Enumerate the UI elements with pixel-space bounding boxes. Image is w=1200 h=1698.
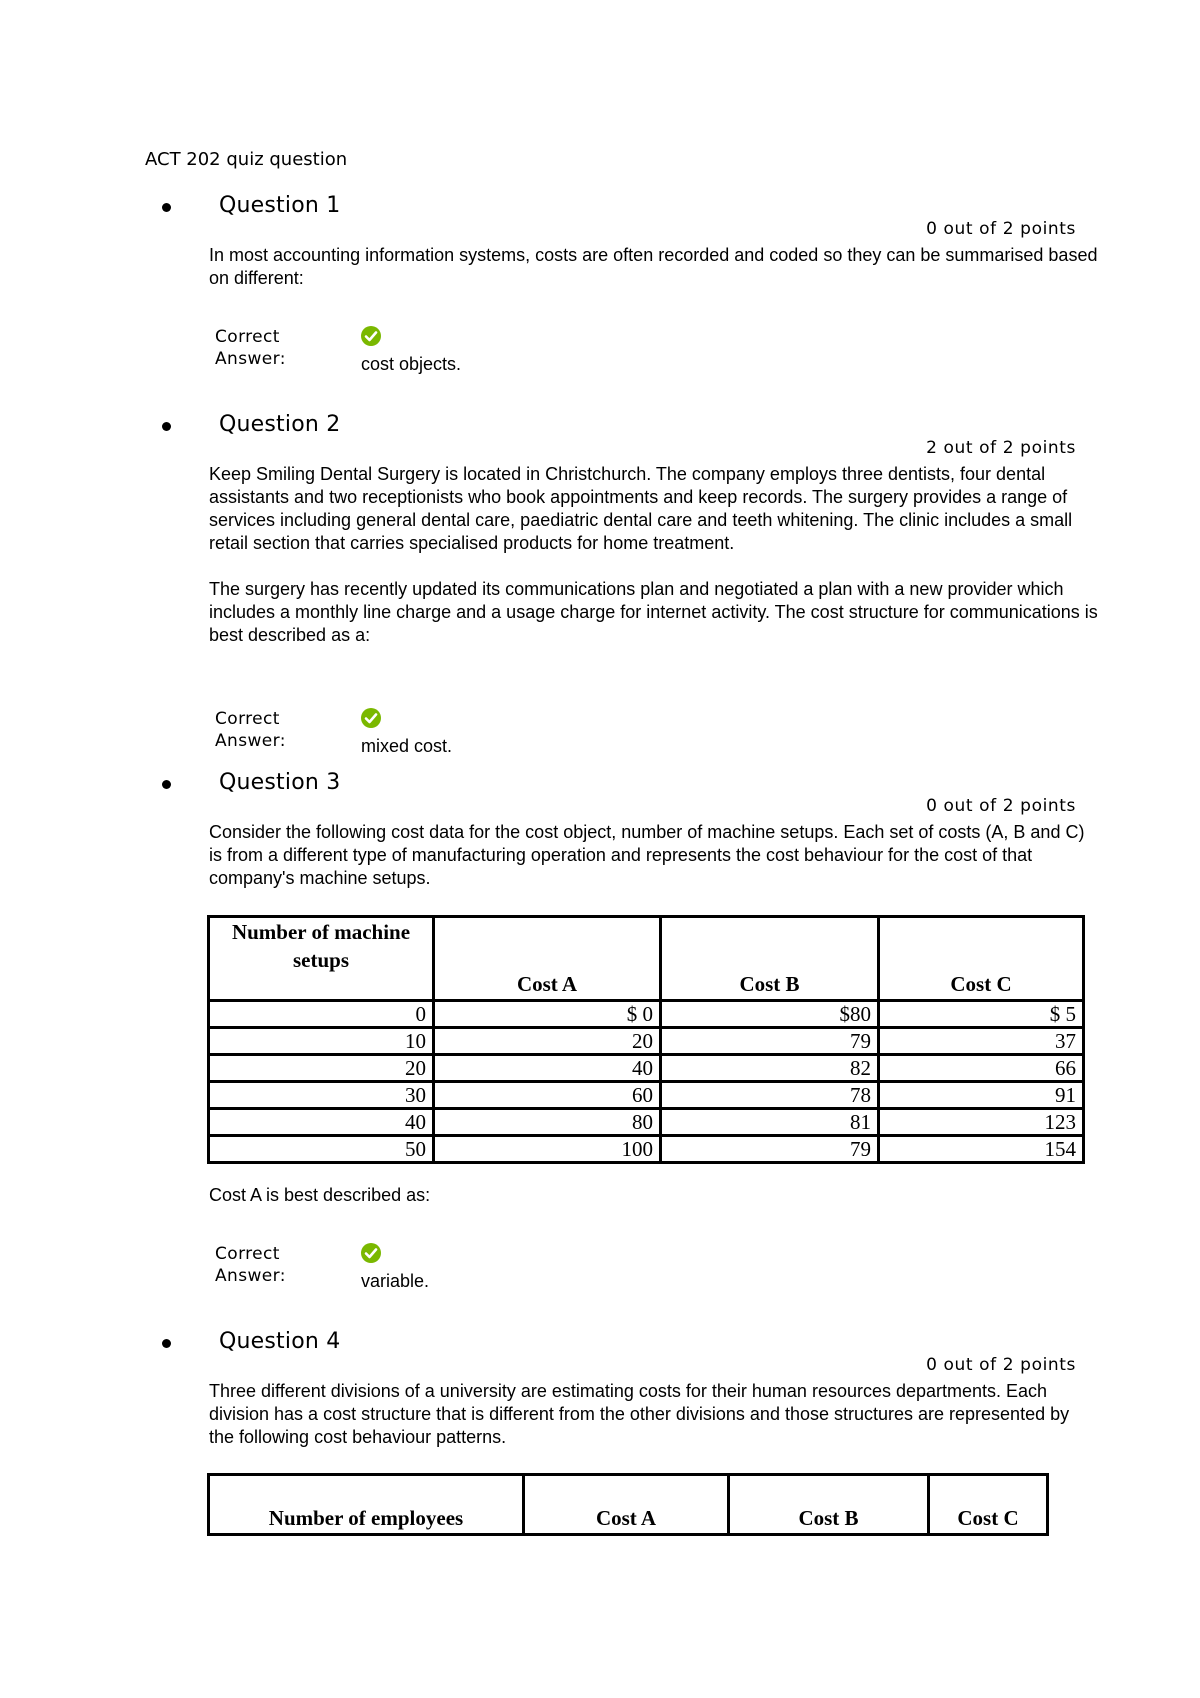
correct-answer-value: mixed cost. xyxy=(361,736,453,756)
table-row xyxy=(209,1109,1084,1136)
table-cell: 80 xyxy=(434,1109,661,1136)
table-cell: 37 xyxy=(879,1028,1084,1055)
table-cell: 30 xyxy=(209,1082,434,1109)
correct-answer-label: Correct Answer: xyxy=(215,327,286,369)
table-cell: 82 xyxy=(661,1055,879,1082)
question-text: In most accounting information systems, costs are often recorded and coded so they can be summarised based on different: xyxy=(209,245,1098,288)
column-header: Cost A xyxy=(434,917,661,1001)
table-cell: 50 xyxy=(209,1136,434,1163)
table-cell: 66 xyxy=(879,1055,1084,1082)
table-row xyxy=(209,1082,1084,1109)
bullet-icon xyxy=(162,1339,171,1348)
column-header: Cost C xyxy=(879,917,1084,1001)
table-cell: 123 xyxy=(879,1109,1084,1136)
table-cell: $ 0 xyxy=(434,1001,661,1028)
correct-answer xyxy=(215,1243,615,1293)
correct-answer-label: Correct Answer: xyxy=(215,1244,286,1286)
table-cell: 0 xyxy=(209,1001,434,1028)
bullet-icon xyxy=(162,780,171,789)
question-text: Keep Smiling Dental Surgery is located in Christchurch. The company employs three dentists, four dental assistants and two receptionists who book appointments and keep records. The surgery provides a range of services including general dental care, paediatric dental care and teeth whitening. The clinic includes a small retail section that carries specialised products for home treatment. The surgery has recently updated its communications plan and negotiated a plan with a new provider which includes a monthly line charge and a usage charge for internet activity. The cost structure for communications is best described as a: xyxy=(209,464,1098,645)
question-prompt: Cost A is best described as: xyxy=(209,1185,431,1205)
table-cell: 78 xyxy=(661,1082,879,1109)
table-cell: 20 xyxy=(434,1028,661,1055)
table-cell: 40 xyxy=(209,1109,434,1136)
document-title: ACT 202 quiz question xyxy=(145,149,348,170)
correct-answer xyxy=(215,326,615,376)
table-row xyxy=(209,1136,1084,1163)
table-cell: 100 xyxy=(434,1136,661,1163)
column-header: Number of employees xyxy=(209,1475,524,1535)
table-header-row xyxy=(209,917,1084,1001)
bullet-icon xyxy=(162,203,171,212)
table-cell: 60 xyxy=(434,1082,661,1109)
table-cell: $ 5 xyxy=(879,1001,1084,1028)
column-header: Cost A xyxy=(524,1475,729,1535)
column-header: Cost B xyxy=(729,1475,929,1535)
points-score: 0 out of 2 points xyxy=(926,796,1076,816)
bullet-icon xyxy=(162,422,171,431)
check-circle-icon xyxy=(361,326,381,346)
table-row xyxy=(209,1028,1084,1055)
correct-answer-label: Correct Answer: xyxy=(215,709,286,751)
cost-behaviour-table xyxy=(207,1473,1049,1536)
cost-data-table xyxy=(207,915,1085,1164)
table-cell: 154 xyxy=(879,1136,1084,1163)
points-score: 0 out of 2 points xyxy=(926,1355,1076,1375)
table-header-row xyxy=(209,1475,1048,1535)
table-cell: 79 xyxy=(661,1136,879,1163)
correct-answer-value: cost objects. xyxy=(361,354,462,374)
column-header: Number of machine setups xyxy=(209,917,434,1001)
table-cell: $80 xyxy=(661,1001,879,1028)
question-text: Consider the following cost data for the cost object, number of machine setups. Each set of costs (A, B and C) is from a different type of manufacturing operation and represents the cost behaviour for the cost of that company's machine setups. xyxy=(209,822,1085,888)
correct-answer-value: variable. xyxy=(361,1271,430,1291)
table-row xyxy=(209,1001,1084,1028)
column-header: Cost B xyxy=(661,917,879,1001)
question-text: Three different divisions of a university are estimating costs for their human resources departments. Each division has a cost structure that is different from the other divisions and those structures are represented by the following cost behaviour patterns. xyxy=(209,1381,1070,1447)
points-score: 2 out of 2 points xyxy=(926,438,1076,458)
points-score: 0 out of 2 points xyxy=(926,219,1076,239)
table-cell: 40 xyxy=(434,1055,661,1082)
table-cell: 91 xyxy=(879,1082,1084,1109)
correct-answer xyxy=(215,708,615,758)
table-cell: 81 xyxy=(661,1109,879,1136)
check-circle-icon xyxy=(361,1243,381,1263)
table-cell: 79 xyxy=(661,1028,879,1055)
table-cell: 20 xyxy=(209,1055,434,1082)
check-circle-icon xyxy=(361,708,381,728)
column-header: Cost C xyxy=(929,1475,1048,1535)
table-row xyxy=(209,1055,1084,1082)
table-cell: 10 xyxy=(209,1028,434,1055)
